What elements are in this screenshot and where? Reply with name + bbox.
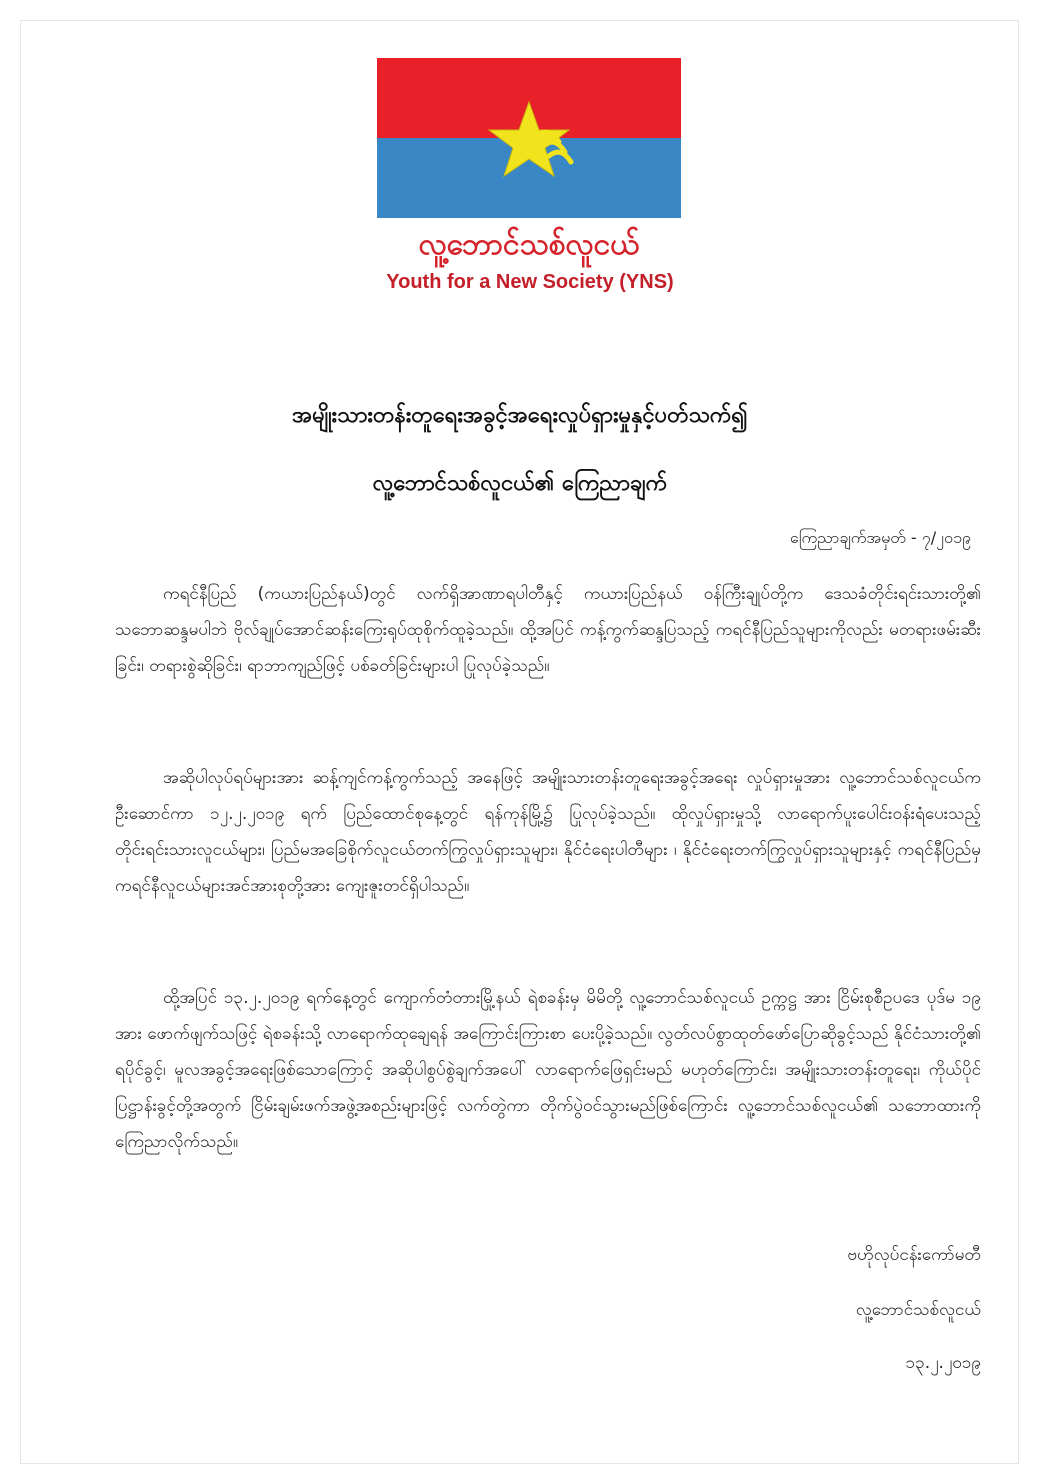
statement-title-line2: လူ့ဘောင်သစ်လူငယ်၏ ကြေညာချက် <box>372 471 668 496</box>
statement-reference-number: ကြေညာချက်အမှတ် - ၇/၂၀၁၉ <box>789 528 971 547</box>
signature-committee: ဗဟိုလုပ်ငန်းကော်မတီ <box>847 1245 981 1265</box>
yns-flag-icon <box>377 58 681 218</box>
org-name-myanmar: လူ့ဘောင်သစ်လူငယ် <box>418 227 640 262</box>
paragraph-2: အဆိုပါလုပ်ရပ်များအား ဆန့်ကျင်ကန့်ကွက်သည့် အနေဖြင့် အမျိုးသားတန်းတူရေးအခွင့်အရေး လှုပ်ရှားမှုအား လူ့ဘောင်သစ်လူငယ်က ဦးဆောင်ကာ ၁၂.၂.၂၀၁၉ ရက် ပြည်ထောင်စုနေ့တွင် ရန်ကုန်မြို့၌ ပြုလုပ်ခဲ့သည်။ ထိုလှုပ်ရှားမှုသို့ လာရောက်ပူးပေါင်းဝန်းရံပေးသည့် တိုင်းရင်းသားလူငယ်များ၊ ပြည်မအခြေစိုက်လူငယ်တက်ကြွလှုပ်ရှားသူများ၊ နိုင်ငံရေးပါတီများ ၊ နိုင်ငံရေးတက်ကြွလှုပ်ရှားသူများနှင့် ကရင်နီပြည်မှ ကရင်နီလူငယ်များအင်အားစုတို့အား ကျေးဇူးတင်ရှိပါသည်။ <box>115 768 981 896</box>
statement-title-line1: အမျိုးသားတန်းတူရေးအခွင့်အရေးလှုပ်ရှားမှုနှင့်ပတ်သက်၍ <box>292 403 748 428</box>
star-icon <box>377 58 681 218</box>
paragraph-1: ကရင်နီပြည် (ကယားပြည်နယ်)တွင် လက်ရှိအာဏာရပါတီနှင့် ကယားပြည်နယ် ဝန်ကြီးချုပ်တို့က ဒေသခံတိုင်းရင်းသားတို့၏ သဘောဆန္ဒမပါဘဲ ဗိုလ်ချုပ်အောင်ဆန်းကြေးရုပ်ထုစိုက်ထူခဲ့သည်။ ထို့အပြင် ကန့်ကွက်ဆန္ဒပြသည့် ကရင်နီပြည်သူများကိုလည်း မတရားဖမ်းဆီးခြင်း၊ တရားစွဲဆိုခြင်း၊ ရာဘာကျည်ဖြင့် ပစ်ခတ်ခြင်းများပါ ပြုလုပ်ခဲ့သည်။ <box>115 584 981 676</box>
paragraph-3: ထို့အပြင် ၁၃.၂.၂၀၁၉ ရက်နေ့တွင် ကျောက်တံတားမြို့နယ် ရဲစခန်းမှ မိမိတို့ လူ့ဘောင်သစ်လူငယ် ဥက္ကဋ္ဌ အား ငြိမ်းစုစီဥပဒေ ပုဒ်မ ၁၉ အား ဖောက်ဖျက်သဖြင့် ရဲစခန်းသို့ လာရောက်ထုချေရန် အကြောင်းကြားစာ ပေးပို့ခဲ့သည်။ လွတ်လပ်စွာထုတ်ဖော်ပြောဆိုခွင့်သည် နိုင်ငံသားတို့၏ ရပိုင်ခွင့်၊ မူလအခွင့်အရေးဖြစ်သောကြောင့် အဆိုပါစွပ်စွဲချက်အပေါ် လာရောက်ဖြေရှင်းမည် မဟုတ်ကြောင်း၊ အမျိုးသားတန်းတူရေး၊ ကိုယ်ပိုင်ပြဋ္ဌာန်းခွင့်တို့အတွက် ငြိမ်းချမ်းဖက်အဖွဲ့အစည်းများဖြင့် လက်တွဲကာ တိုက်ပွဲဝင်သွားမည်ဖြစ်ကြောင်း လူ့ဘောင်သစ်လူငယ်၏ သဘောထားကို ကြေညာလိုက်သည်။ <box>115 988 981 1152</box>
signature-date: ၁၃.၂.၂၀၁၉ <box>905 1353 981 1373</box>
signature-org: လူ့ဘောင်သစ်လူငယ် <box>855 1300 981 1320</box>
org-name-english: Youth for a New Society (YNS) <box>386 271 674 293</box>
